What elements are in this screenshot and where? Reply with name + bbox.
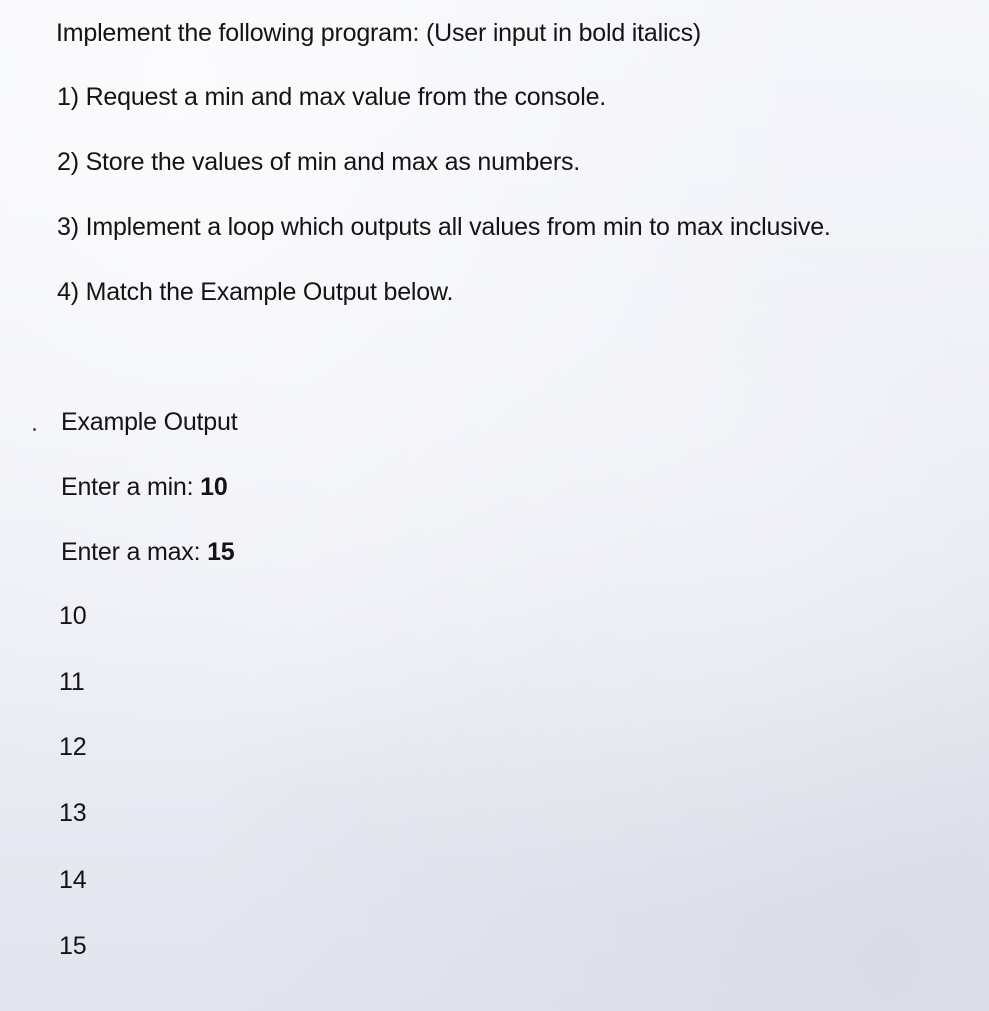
output-value: 15 [59, 932, 87, 960]
step-1: 1) Request a min and max value from the console. [57, 83, 607, 111]
stray-mark [33, 428, 36, 431]
assignment-title: Implement the following program: (User input in bold italics) [56, 19, 702, 47]
example-max-line [61, 537, 235, 567]
output-value: 10 [59, 602, 87, 630]
step-4: 4) Match the Example Output below. [57, 278, 454, 306]
output-value: 11 [59, 668, 85, 696]
example-min-line [61, 472, 228, 502]
min-user-input: 10 [200, 473, 228, 501]
output-value: 13 [59, 799, 87, 827]
step-3: 3) Implement a loop which outputs all values from min to max inclusive. [57, 213, 831, 241]
output-value: 14 [59, 866, 87, 894]
output-value: 12 [59, 733, 87, 761]
min-prompt: Enter a min: [61, 473, 201, 501]
max-prompt: Enter a max: [61, 538, 208, 566]
step-2: 2) Store the values of min and max as numbers. [57, 148, 581, 176]
example-output-heading: Example Output [61, 408, 238, 436]
max-user-input: 15 [207, 538, 235, 566]
